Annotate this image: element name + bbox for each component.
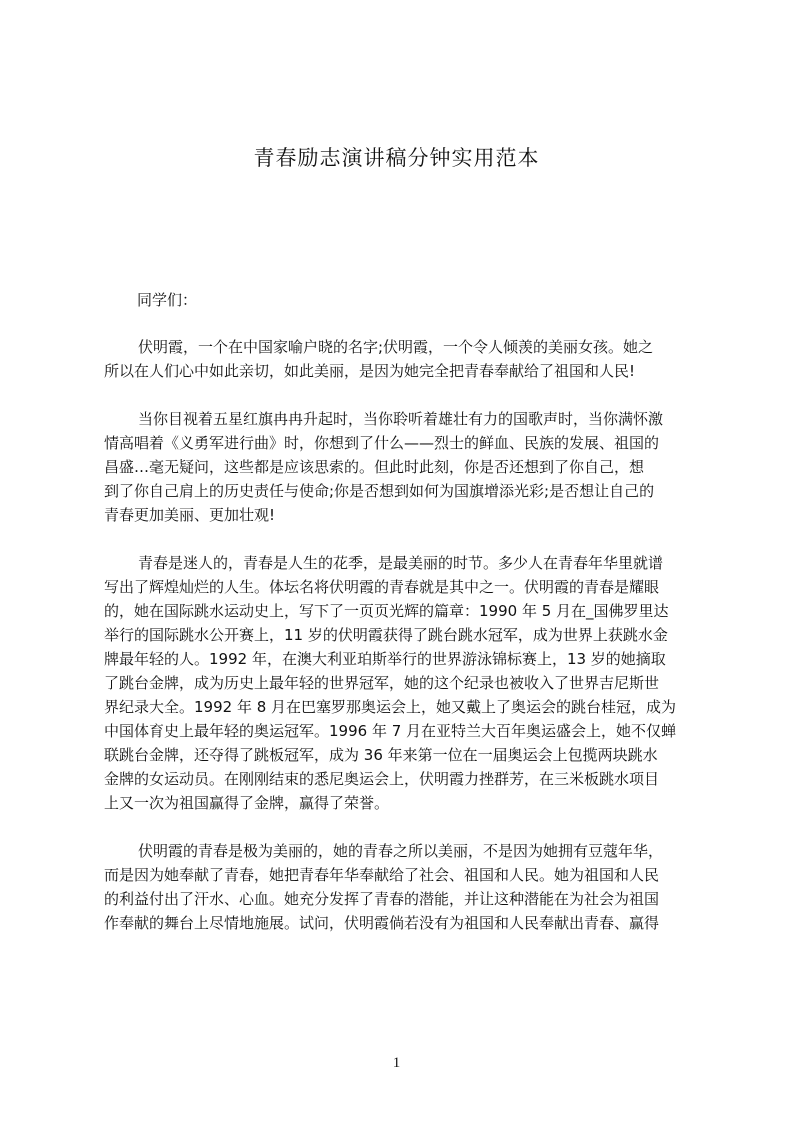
text-line: 写出了辉煌灿烂的人生。体坛名将伏明霞的青春就是其中之一。伏明霞的青春是耀眼 [104,578,660,596]
text-line: 界纪录大全。1992 年 8 月在巴塞罗那奥运会上，她又戴上了奥运会的跳台桂冠，成为 [104,698,677,716]
text-line: 当你目视着五星红旗冉冉升起时，当你聆听着雄壮有力的国歌声时，当你满怀激 [138,410,664,428]
text-line: 作奉献的舞台上尽情地施展。试问，伏明霞倘若没有为祖国和人民奉献出青春、赢得 [104,914,660,932]
paragraph-1 [104,335,700,383]
text-line: 牌最年轻的人。1992 年，在澳大利亚珀斯举行的世界游泳锦标赛上，13 岁的她摘取 [104,650,666,668]
text-line: 的利益付出了汗水、心血。她充分发挥了青春的潜能，并让这种潜能在为社会为祖国 [104,890,660,908]
text-line: 的，她在国际跳水运动史上，写下了一页页光辉的篇章：1990 年 5 月在_国佛罗里达 [104,602,669,620]
text-line: 到了你自己肩上的历史责任与使命;你是否想到如何为国旗增添光彩;是否想让自己的 [104,482,655,500]
document-title: 青春励志演讲稿分钟实用范本 [253,146,540,170]
text-line: 中国体育史上最年轻的奥运冠军。1996 年 7 月在亚特兰大百年奥运盛会上，她不仅蝉 [104,722,677,740]
text-line: 伏明霞，一个在中国家喻户晓的名字;伏明霞，一个令人倾羡的美丽女孩。她之 [138,338,654,356]
text-line: 情高唱着《义勇军进行曲》时，你想到了什么——烈士的鲜血、民族的发展、祖国的 [104,434,660,452]
text-line: 而是因为她奉献了青春，她把青春年华奉献给了社会、祖国和人民。她为祖国和人民 [104,866,660,884]
paragraph-3 [104,551,700,815]
text-line: 联跳台金牌，还夺得了跳板冠军，成为 36 年来第一位在一届奥运会上包揽两块跳水 [104,746,658,764]
paragraph-2 [104,407,700,527]
text-line: 昌盛…毫无疑问，这些都是应该思索的。但此时此刻，你是否还想到了你自己，想 [104,458,645,476]
text-line: 伏明霞的青春是极为美丽的，她的青春之所以美丽，不是因为她拥有豆蔻年华， [138,842,664,860]
document-body [104,335,700,959]
page-number: 1 [392,1055,401,1071]
text-line: 青春是迷人的，青春是人生的花季，是最美丽的时节。多少人在青春年华里就谱 [138,554,664,572]
text-line: 了跳台金牌，成为历史上最年轻的世界冠军，她的这个纪录也被收入了世界吉尼斯世 [104,674,660,692]
text-line: 上又一次为祖国赢得了金牌，赢得了荣誉。 [104,794,390,812]
text-line: 所以在人们心中如此亲切，如此美丽，是因为她完全把青春奉献给了祖国和人民! [104,362,636,380]
text-line: 举行的国际跳水公开赛上，11 岁的伏明霞获得了跳台跳水冠军，成为世界上获跳水金 [104,626,668,644]
paragraph-4 [104,839,700,935]
salutation: 同学们： [137,291,198,309]
text-line: 青春更加美丽、更加壮观! [104,506,276,524]
text-line: 金牌的女运动员。在刚刚结束的悉尼奥运会上，伏明霞力挫群芳，在三米板跳水项目 [104,770,660,788]
